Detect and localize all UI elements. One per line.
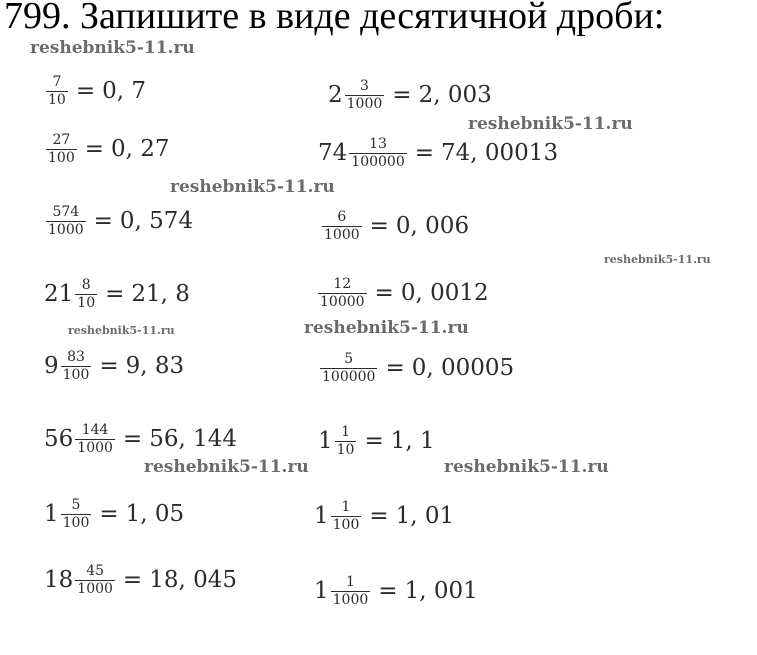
fraction	[46, 75, 68, 108]
decimal-result: 0, 00005	[411, 355, 515, 381]
denominator: 1000	[332, 591, 369, 608]
decimal-result: 74, 00013	[441, 140, 559, 166]
whole-part: 2	[328, 82, 343, 108]
whole-part: 9	[44, 353, 59, 379]
equation-right-2	[318, 128, 558, 178]
whole-part: 1	[44, 501, 59, 527]
denominator: 10	[336, 441, 355, 458]
decimal-result: 1, 001	[404, 578, 478, 604]
fraction	[322, 210, 362, 243]
fraction	[345, 79, 385, 112]
equals-sign: =	[99, 353, 119, 379]
denominator: 1000	[77, 580, 113, 597]
fraction	[318, 277, 367, 310]
equals-sign: =	[364, 428, 384, 454]
whole-part: 1	[318, 428, 333, 454]
numerator: 27	[52, 131, 71, 148]
denominator: 100	[48, 149, 75, 166]
denominator: 10	[48, 91, 66, 108]
equals-sign: =	[369, 213, 389, 239]
equation-right-6	[318, 416, 435, 466]
decimal-result: 9, 83	[125, 353, 185, 379]
whole-part: 18	[44, 567, 74, 593]
numerator: 5	[344, 350, 354, 367]
numerator: 83	[67, 348, 85, 365]
numerator: 144	[81, 421, 109, 438]
denominator: 100000	[322, 368, 376, 385]
fraction	[335, 425, 357, 458]
whole-part: 21	[44, 281, 74, 307]
equation-left-8	[44, 555, 237, 605]
equals-sign: =	[84, 136, 105, 162]
denominator: 10000	[320, 293, 365, 310]
denominator: 100	[332, 516, 360, 533]
decimal-result: 1, 01	[395, 503, 455, 529]
decimal-result: 1, 1	[390, 428, 435, 454]
watermark: reshebnik5-11.ru	[444, 457, 609, 477]
watermark: reshebnik5-11.ru	[144, 457, 309, 477]
numerator: 8	[81, 276, 91, 293]
fraction	[46, 205, 86, 238]
watermark: reshebnik5-11.ru	[170, 177, 335, 197]
numerator: 13	[369, 135, 387, 152]
denominator: 1000	[48, 221, 84, 238]
fraction	[331, 500, 362, 533]
denominator: 100	[62, 514, 90, 531]
whole-part: 56	[44, 426, 74, 452]
watermark: reshebnik5-11.ru	[68, 324, 175, 337]
denominator: 1000	[324, 226, 360, 243]
decimal-result: 18, 045	[149, 567, 237, 593]
decimal-result: 2, 003	[418, 82, 492, 108]
page-title: 799. Запишите в виде десятичной дроби:	[4, 0, 665, 37]
fraction	[61, 498, 92, 531]
decimal-result: 1, 05	[125, 501, 185, 527]
equals-sign: =	[93, 208, 113, 234]
numerator: 7	[52, 73, 62, 90]
decimal-result: 0, 0012	[400, 280, 489, 306]
equals-sign: =	[105, 281, 125, 307]
equals-sign: =	[122, 567, 143, 593]
numerator: 3	[360, 77, 369, 94]
equation-left-2	[44, 124, 170, 174]
whole-part: 1	[314, 578, 329, 604]
numerator: 574	[52, 203, 80, 220]
watermark: reshebnik5-11.ru	[604, 253, 711, 266]
equation-left-1	[44, 66, 146, 116]
fraction	[75, 564, 115, 597]
decimal-result: 0, 574	[119, 208, 194, 234]
whole-part: 74	[318, 140, 348, 166]
denominator: 100	[62, 366, 90, 383]
fraction	[75, 278, 97, 311]
denominator: 100000	[351, 153, 405, 170]
equals-sign: =	[414, 140, 435, 166]
decimal-result: 56, 144	[149, 426, 237, 452]
equation-left-4	[44, 269, 190, 319]
equation-right-8	[314, 566, 478, 616]
numerator: 1	[346, 573, 355, 590]
equals-sign: =	[75, 78, 96, 104]
equals-sign: =	[385, 355, 405, 381]
denominator: 1000	[346, 95, 383, 112]
numerator: 5	[71, 496, 81, 513]
numerator: 12	[333, 275, 352, 292]
fraction	[331, 575, 371, 608]
decimal-result: 0, 7	[102, 78, 146, 104]
equals-sign: =	[99, 501, 119, 527]
equals-sign: =	[392, 82, 412, 108]
watermark: reshebnik5-11.ru	[30, 38, 195, 58]
decimal-result: 0, 006	[395, 213, 470, 239]
equation-right-1	[328, 70, 492, 120]
equation-right-3	[320, 201, 469, 251]
numerator: 1	[341, 498, 351, 515]
equation-left-5	[44, 341, 184, 391]
equation-right-7	[314, 491, 454, 541]
numerator: 6	[337, 208, 347, 225]
numerator: 1	[341, 423, 351, 440]
equation-left-7	[44, 489, 184, 539]
equals-sign: =	[378, 578, 398, 604]
denominator: 1000	[77, 439, 113, 456]
fraction	[46, 133, 77, 166]
fraction	[349, 137, 406, 170]
whole-part: 1	[314, 503, 329, 529]
equals-sign: =	[122, 426, 143, 452]
fraction	[61, 350, 92, 383]
equation-left-3	[44, 196, 193, 246]
decimal-result: 21, 8	[131, 281, 190, 307]
equals-sign: =	[369, 503, 389, 529]
fraction	[320, 352, 377, 385]
equals-sign: =	[374, 280, 394, 306]
decimal-result: 0, 27	[111, 136, 170, 162]
numerator: 45	[86, 562, 105, 579]
equation-right-4	[316, 268, 489, 318]
denominator: 10	[77, 294, 96, 311]
equation-right-5	[318, 343, 514, 393]
watermark: reshebnik5-11.ru	[468, 114, 633, 134]
watermark: reshebnik5-11.ru	[304, 318, 469, 338]
fraction	[75, 423, 115, 456]
